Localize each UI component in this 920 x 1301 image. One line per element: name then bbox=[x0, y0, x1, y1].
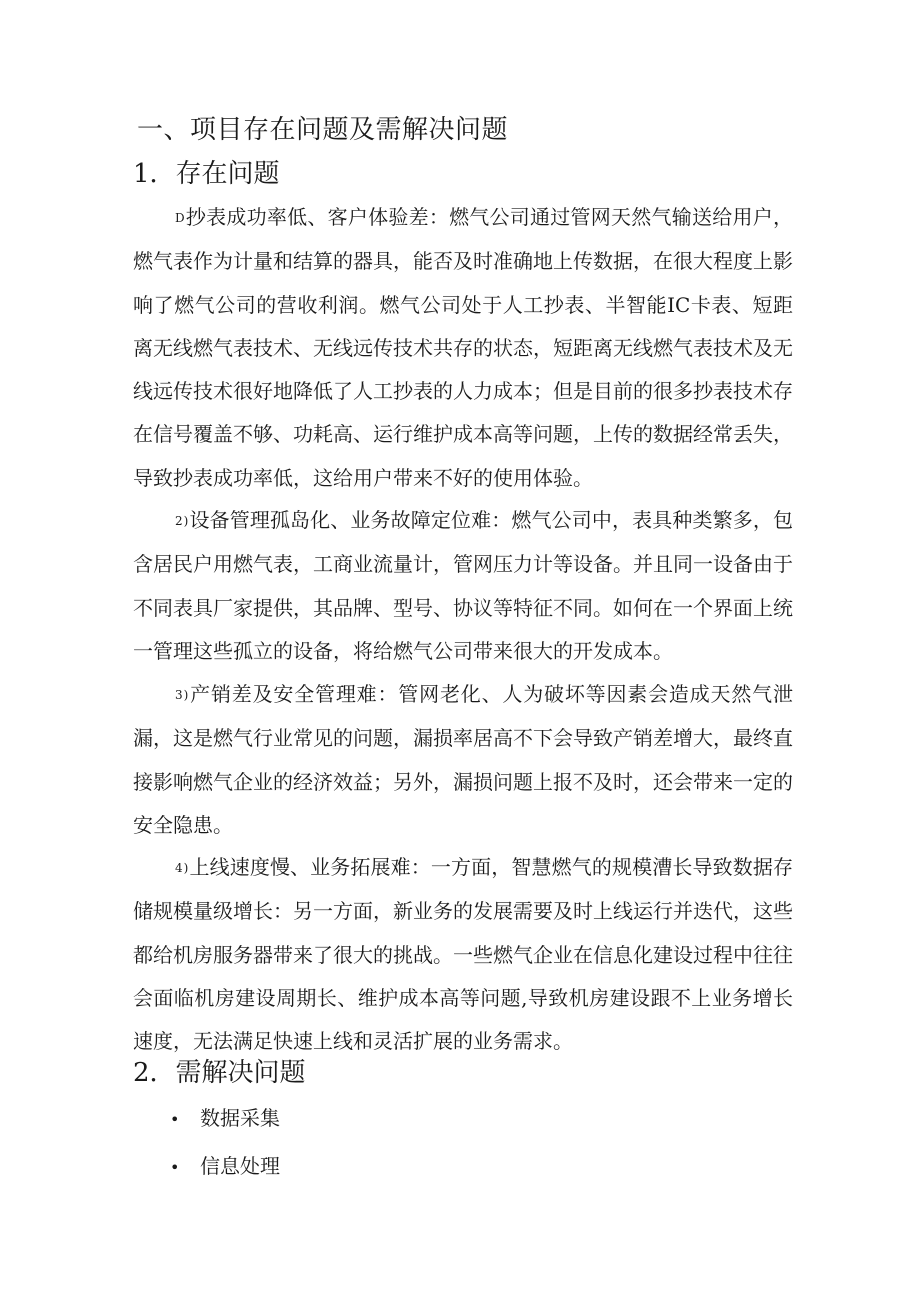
paragraph-2 bbox=[133, 499, 793, 673]
main-heading: 一、项目存在问题及需解决问题 bbox=[137, 115, 509, 145]
section-2-title: 2．需解决问题 bbox=[133, 1058, 306, 1088]
list-item-label: 信息处理 bbox=[200, 1154, 280, 1178]
paragraph-1-text: 抄表成功率低、客户体验差：燃气公司通过管网天然气输送给用户，燃气表作为计量和结算的器具，能否及时准确地上传数据，在很大程度上影响了燃气公司的营收利润。燃气公司处于人工抄表、半智能IC卡表、短距离无线燃气表技术、无线远传技术共存的状态，短距离无线燃气表技术及无线远传技术很好地降低了人工抄表的人力成本；但是目前的很多抄表技术存在信号覆盖不够、功耗高、运行维护成本高等问题，上传的数据经常丢失，导致抄表成功率低，这给用户带来不好的使用体验。 bbox=[133, 205, 793, 490]
paragraph-2-text: 设备管理孤岛化、业务故障定位难：燃气公司中，表具种类繁多，包含居民户用燃气表，工商业流量计，管网压力计等设备。并且同一设备由于不同表具厂家提供，其品牌、型号、协议等特征不同。如何在一个界面上统一管理这些孤立的设备，将给燃气公司带来很大的开发成本。 bbox=[133, 508, 793, 663]
paragraph-1-marker: D bbox=[175, 211, 186, 225]
requirements-list bbox=[170, 1094, 280, 1190]
paragraph-2-marker: 2) bbox=[175, 514, 190, 528]
paragraph-3-marker: 3) bbox=[175, 688, 190, 702]
list-item bbox=[170, 1142, 280, 1190]
section-1-title: 1．存在问题 bbox=[133, 159, 280, 189]
bullet-icon: • bbox=[170, 1110, 180, 1129]
paragraph-4-marker: 4) bbox=[175, 861, 190, 875]
list-item bbox=[170, 1094, 280, 1142]
paragraph-4 bbox=[133, 846, 793, 1063]
paragraph-3-text: 产销差及安全管理难：管网老化、人为破坏等因素会造成天然气泄漏，这是燃气行业常见的问题，漏损率居高不下会导致产销差增大，最终直接影响燃气企业的经济效益；另外，漏损问题上报不及时，还会带来一定的安全隐患。 bbox=[133, 682, 793, 837]
paragraph-3 bbox=[133, 673, 793, 847]
paragraph-4-text: 上线速度慢、业务拓展难：一方面，智慧燃气的规模漕长导致数据存储规模量级增长：另一方面，新业务的发展需要及时上线运行并迭代，这些都给机房服务器带来了很大的挑战。一些燃气企业在信息化建设过程中往往会面临机房建设周期长、维护成本高等问题,导致机房建设跟不上业务增长速度，无法满足快速上线和灵活扩展的业务需求。 bbox=[133, 855, 793, 1054]
list-item-label: 数据采集 bbox=[200, 1106, 280, 1130]
bullet-icon: • bbox=[170, 1158, 180, 1177]
paragraph-1 bbox=[133, 196, 793, 500]
